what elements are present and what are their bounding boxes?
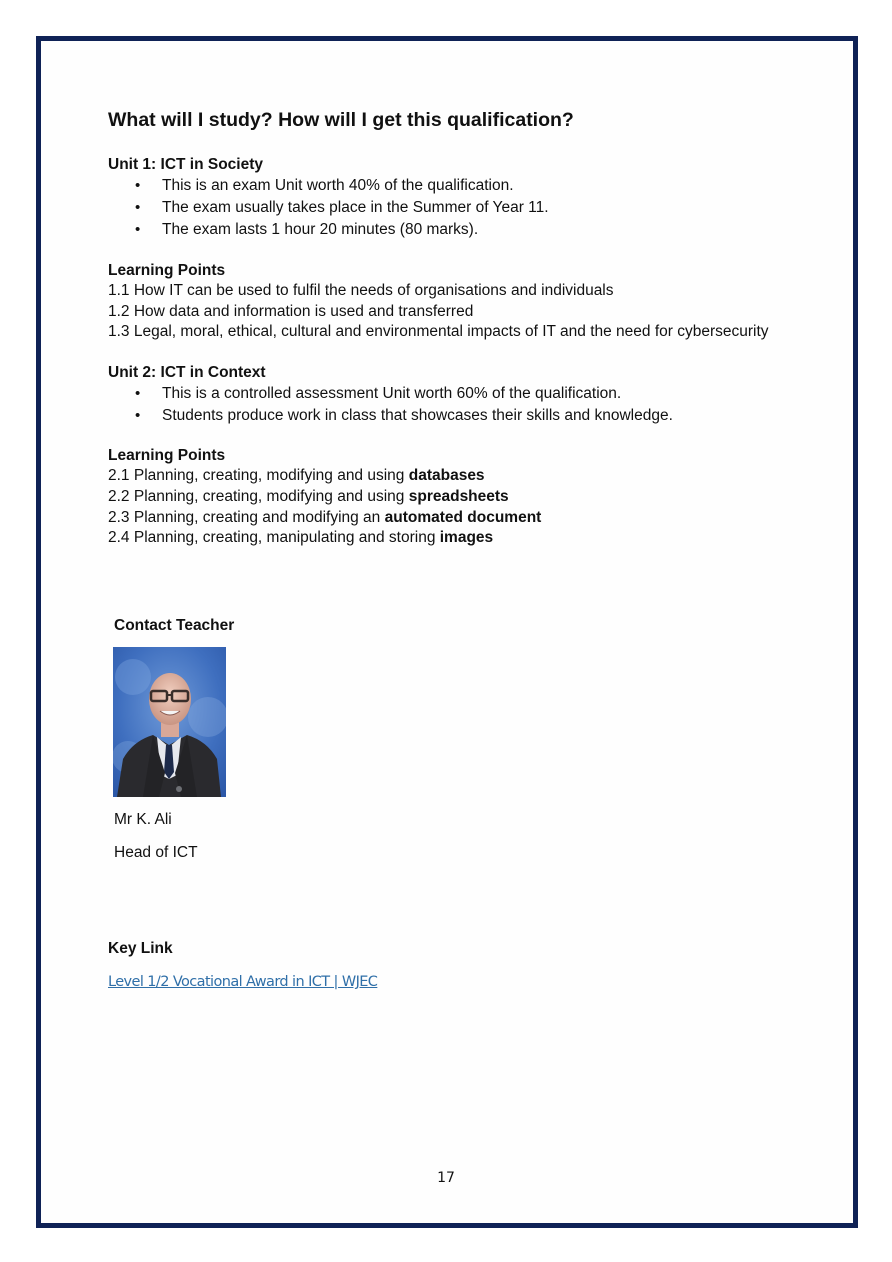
teacher-portrait-icon bbox=[113, 647, 226, 797]
unit1-bullets bbox=[108, 175, 785, 241]
learning-point-keyword: automated document bbox=[384, 508, 542, 526]
page-heading: What will I study? How will I get this qualification? bbox=[108, 109, 574, 131]
unit2-title: Unit 2: ICT in Context bbox=[108, 364, 266, 382]
list-item: • Students produce work in class that showcases their skills and knowledge. bbox=[108, 405, 785, 427]
learning-point-keyword: spreadsheets bbox=[408, 487, 509, 505]
list-item: • The exam usually takes place in the Summer of Year 11. bbox=[108, 197, 785, 219]
learning-point bbox=[108, 508, 785, 529]
learning-point: 1.3 Legal, moral, ethical, cultural and environmental impacts of IT and the need for cybersecurity bbox=[108, 323, 769, 341]
page-number: 17 bbox=[437, 1170, 455, 1186]
learning-point-text: 2.2 Planning, creating, modifying and using bbox=[108, 487, 409, 505]
unit1-learning-points-title: Learning Points bbox=[108, 262, 226, 279]
learning-point-text: 2.1 Planning, creating, modifying and using bbox=[108, 467, 409, 485]
learning-point-keyword: databases bbox=[408, 467, 485, 485]
learning-point: 1.2 How data and information is used and transferred bbox=[108, 302, 474, 320]
learning-point bbox=[108, 528, 785, 549]
list-item: • The exam lasts 1 hour 20 minutes (80 marks). bbox=[108, 219, 785, 241]
unit2-bullets bbox=[108, 383, 785, 427]
learning-point bbox=[108, 487, 785, 508]
teacher-role: Head of ICT bbox=[114, 844, 198, 861]
contact-section bbox=[114, 616, 234, 636]
learning-point-text: 2.4 Planning, creating, manipulating and storing bbox=[108, 529, 440, 547]
unit1-title: Unit 1: ICT in Society bbox=[108, 156, 264, 173]
learning-point-keyword: images bbox=[439, 529, 494, 547]
wjec-ict-link[interactable]: Level 1/2 Vocational Award in ICT | WJEC bbox=[108, 974, 378, 990]
teacher-name: Mr K. Ali bbox=[114, 811, 172, 828]
key-link-title: Key Link bbox=[108, 940, 173, 957]
teacher-photo bbox=[113, 647, 226, 797]
learning-point: 1.1 How IT can be used to fulfil the needs of organisations and individuals bbox=[108, 282, 614, 299]
unit2-learning-points-title: Learning Points bbox=[108, 447, 226, 465]
list-item: • This is an exam Unit worth 40% of the qualification. bbox=[108, 175, 785, 197]
learning-point bbox=[108, 466, 785, 487]
learning-point-text: 2.3 Planning, creating and modifying an bbox=[108, 508, 385, 526]
main-content bbox=[108, 108, 785, 549]
list-item: • This is a controlled assessment Unit worth 60% of the qualification. bbox=[108, 383, 785, 405]
contact-title: Contact Teacher bbox=[114, 617, 235, 634]
